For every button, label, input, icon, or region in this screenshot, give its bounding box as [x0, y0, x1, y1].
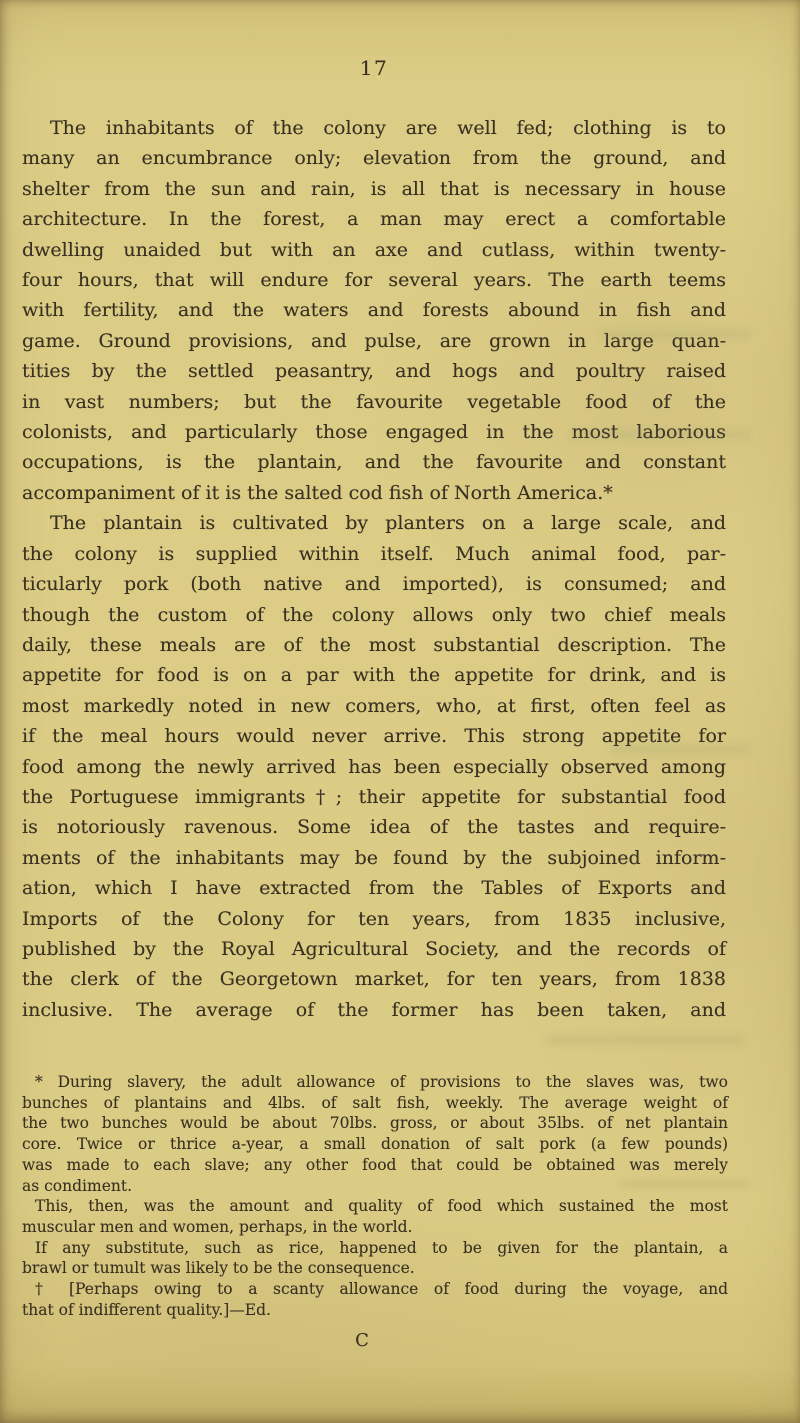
footnote-line: This, then, was the amount and quality of food which sustained the most	[35, 1197, 728, 1216]
footnote-line: as condiment.	[22, 1176, 133, 1195]
body-line: with fertility, and the waters and forests abound in fish and	[22, 299, 726, 322]
body-line: is notoriously ravenous. Some idea of the tastes and require-	[22, 816, 726, 839]
show-through-smudge	[545, 1035, 745, 1045]
body-line: daily, these meals are of the most substantial description. The	[22, 633, 726, 656]
page-number: 17	[359, 56, 389, 80]
body-line: colonists, and particularly those engaged in the most laborious	[22, 421, 726, 444]
body-line: many an encumbrance only; elevation from the ground, and	[22, 147, 726, 170]
footnote-line: that of indifferent quality.]—Ed.	[22, 1300, 271, 1319]
body-line: inclusive. The average of the former has been taken, and	[22, 998, 726, 1021]
body-line: The plantain is cultivated by planters on a large scale, and	[50, 512, 726, 535]
body-line: tities by the settled peasantry, and hogs and poultry raised	[22, 360, 726, 383]
body-line: Imports of the Colony for ten years, from 1835 inclusive,	[22, 907, 726, 930]
body-line: game. Ground provisions, and pulse, are grown in large quan-	[22, 329, 726, 352]
body-line: occupations, is the plantain, and the favourite and constant	[22, 451, 726, 474]
body-line: food among the newly arrived has been especially observed among	[22, 755, 726, 778]
body-line: in vast numbers; but the favourite vegetable food of the	[22, 390, 726, 413]
body-line: though the custom of the colony allows only two chief meals	[22, 603, 726, 626]
body-line: four hours, that will endure for several years. The earth teems	[22, 269, 726, 292]
body-line: shelter from the sun and rain, is all that is necessary in house	[22, 177, 726, 200]
footnotes	[22, 1072, 728, 1320]
body-line: published by the Royal Agricultural Society, and the records of	[22, 937, 726, 960]
body-line: ticularly pork (both native and imported), is consumed; and	[22, 573, 726, 596]
footnote-line: core. Twice or thrice a-year, a small donation of salt pork (a few pounds)	[22, 1135, 728, 1154]
footnote-line: † [Perhaps owing to a scanty allowance of food during the voyage, and	[35, 1280, 728, 1299]
footnote-line: muscular men and women, perhaps, in the world.	[22, 1217, 413, 1236]
footnote-line: bunches of plantains and 4lbs. of salt fish, weekly. The average weight of	[22, 1093, 728, 1112]
body-line: appetite for food is on a par with the appetite for drink, and is	[22, 664, 726, 687]
footnote-line: the two bunches would be about 70lbs. gross, or about 35lbs. of net plantain	[22, 1114, 728, 1133]
body-line: dwelling unaided but with an axe and cutlass, within twenty-	[22, 238, 726, 261]
body-line: if the meal hours would never arrive. This strong appetite for	[22, 725, 726, 748]
footnote-line: If any substitute, such as rice, happened to be given for the plantain, a	[35, 1238, 728, 1257]
signature-mark: C	[355, 1330, 369, 1351]
body-line: The inhabitants of the colony are well fed; clothing is to	[50, 117, 726, 139]
body-line: accompaniment of it is the salted cod fish of North America.*	[22, 481, 613, 504]
footnote-line: was made to each slave; any other food that could be obtained was merely	[22, 1155, 728, 1174]
body-line: the Portuguese immigrants†; their appetite for substantial food	[22, 785, 726, 808]
body-text	[22, 113, 726, 1025]
footnote-line: brawl or tumult was likely to be the consequence.	[22, 1259, 415, 1278]
body-line: the clerk of the Georgetown market, for ten years, from 1838	[22, 968, 726, 991]
body-line: most markedly noted in new comers, who, at first, often feel as	[22, 694, 726, 717]
body-line: architecture. In the forest, a man may erect a comfortable	[22, 208, 726, 231]
body-line: ation, which I have extracted from the Tables of Exports and	[22, 877, 726, 900]
body-line: ments of the inhabitants may be found by the subjoined inform-	[22, 846, 726, 869]
footnote-line: * During slavery, the adult allowance of provisions to the slaves was, two	[35, 1073, 728, 1091]
body-line: the colony is supplied within itself. Much animal food, par-	[22, 542, 726, 565]
